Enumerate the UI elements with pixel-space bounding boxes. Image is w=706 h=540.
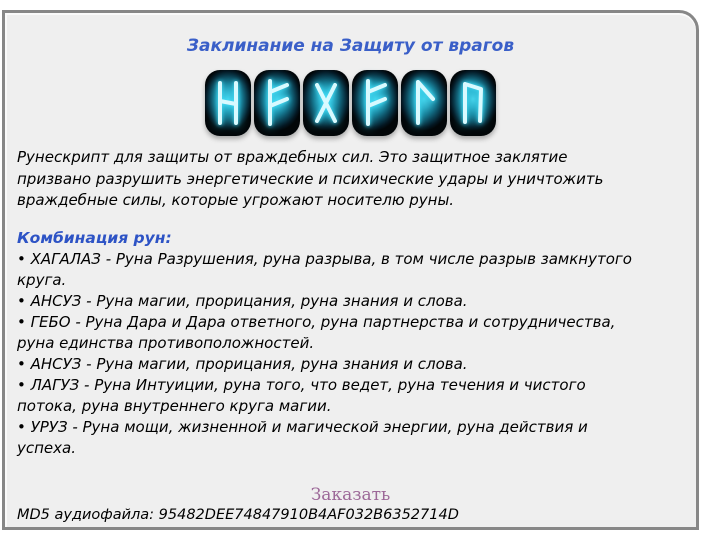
rune-hagalaz-icon: [205, 70, 251, 136]
rune-combination-list: [17, 249, 649, 459]
order-link[interactable]: Заказать: [310, 484, 391, 505]
md5-line: MD5 аудиофайла: 95482DEE74847910B4AF032B6352714D: [17, 507, 459, 523]
content-panel: [2, 10, 699, 530]
rune-ansuz-icon: [352, 70, 398, 136]
rune-ansuz-icon: [254, 70, 300, 136]
intro-paragraph: Рунескрипт для защиты от враждебных сил. Это защитное заклятие призвано разрушить энергетические и психические удары и уничтожить враждебные силы, которые угрожают носителю руны.: [17, 148, 604, 209]
combination-heading: Комбинация рун:: [17, 228, 172, 247]
rune-description-item: • АНСУЗ - Руна магии, прорицания, руна знания и слова.: [17, 291, 468, 310]
runescript-image: [5, 70, 696, 136]
rune-laguz-icon: [401, 70, 447, 136]
rune-uruz-icon: [450, 70, 496, 136]
order-row: [5, 485, 696, 505]
rune-description-item: • УРУЗ - Руна мощи, жизненной и магической энергии, руна действия и успеха.: [17, 417, 588, 457]
rune-description-item: • ХАГАЛАЗ - Руна Разрушения, руна разрыва, в том числе разрыв замкнутого круга.: [17, 249, 632, 289]
rune-description-item: • АНСУЗ - Руна магии, прорицания, руна знания и слова.: [17, 354, 468, 373]
rune-gebo-icon: [303, 70, 349, 136]
rune-description-item: • ГЕБО - Руна Дара и Дара ответного, руна партнерства и сотрудничества, руна единства противоположностей.: [17, 312, 616, 352]
page-title: Заклинание на Защиту от врагов: [186, 36, 515, 56]
rune-description-item: • ЛАГУЗ - Руна Интуиции, руна того, что ведет, руна течения и чистого потока, руна внутреннего круга магии.: [17, 375, 586, 415]
